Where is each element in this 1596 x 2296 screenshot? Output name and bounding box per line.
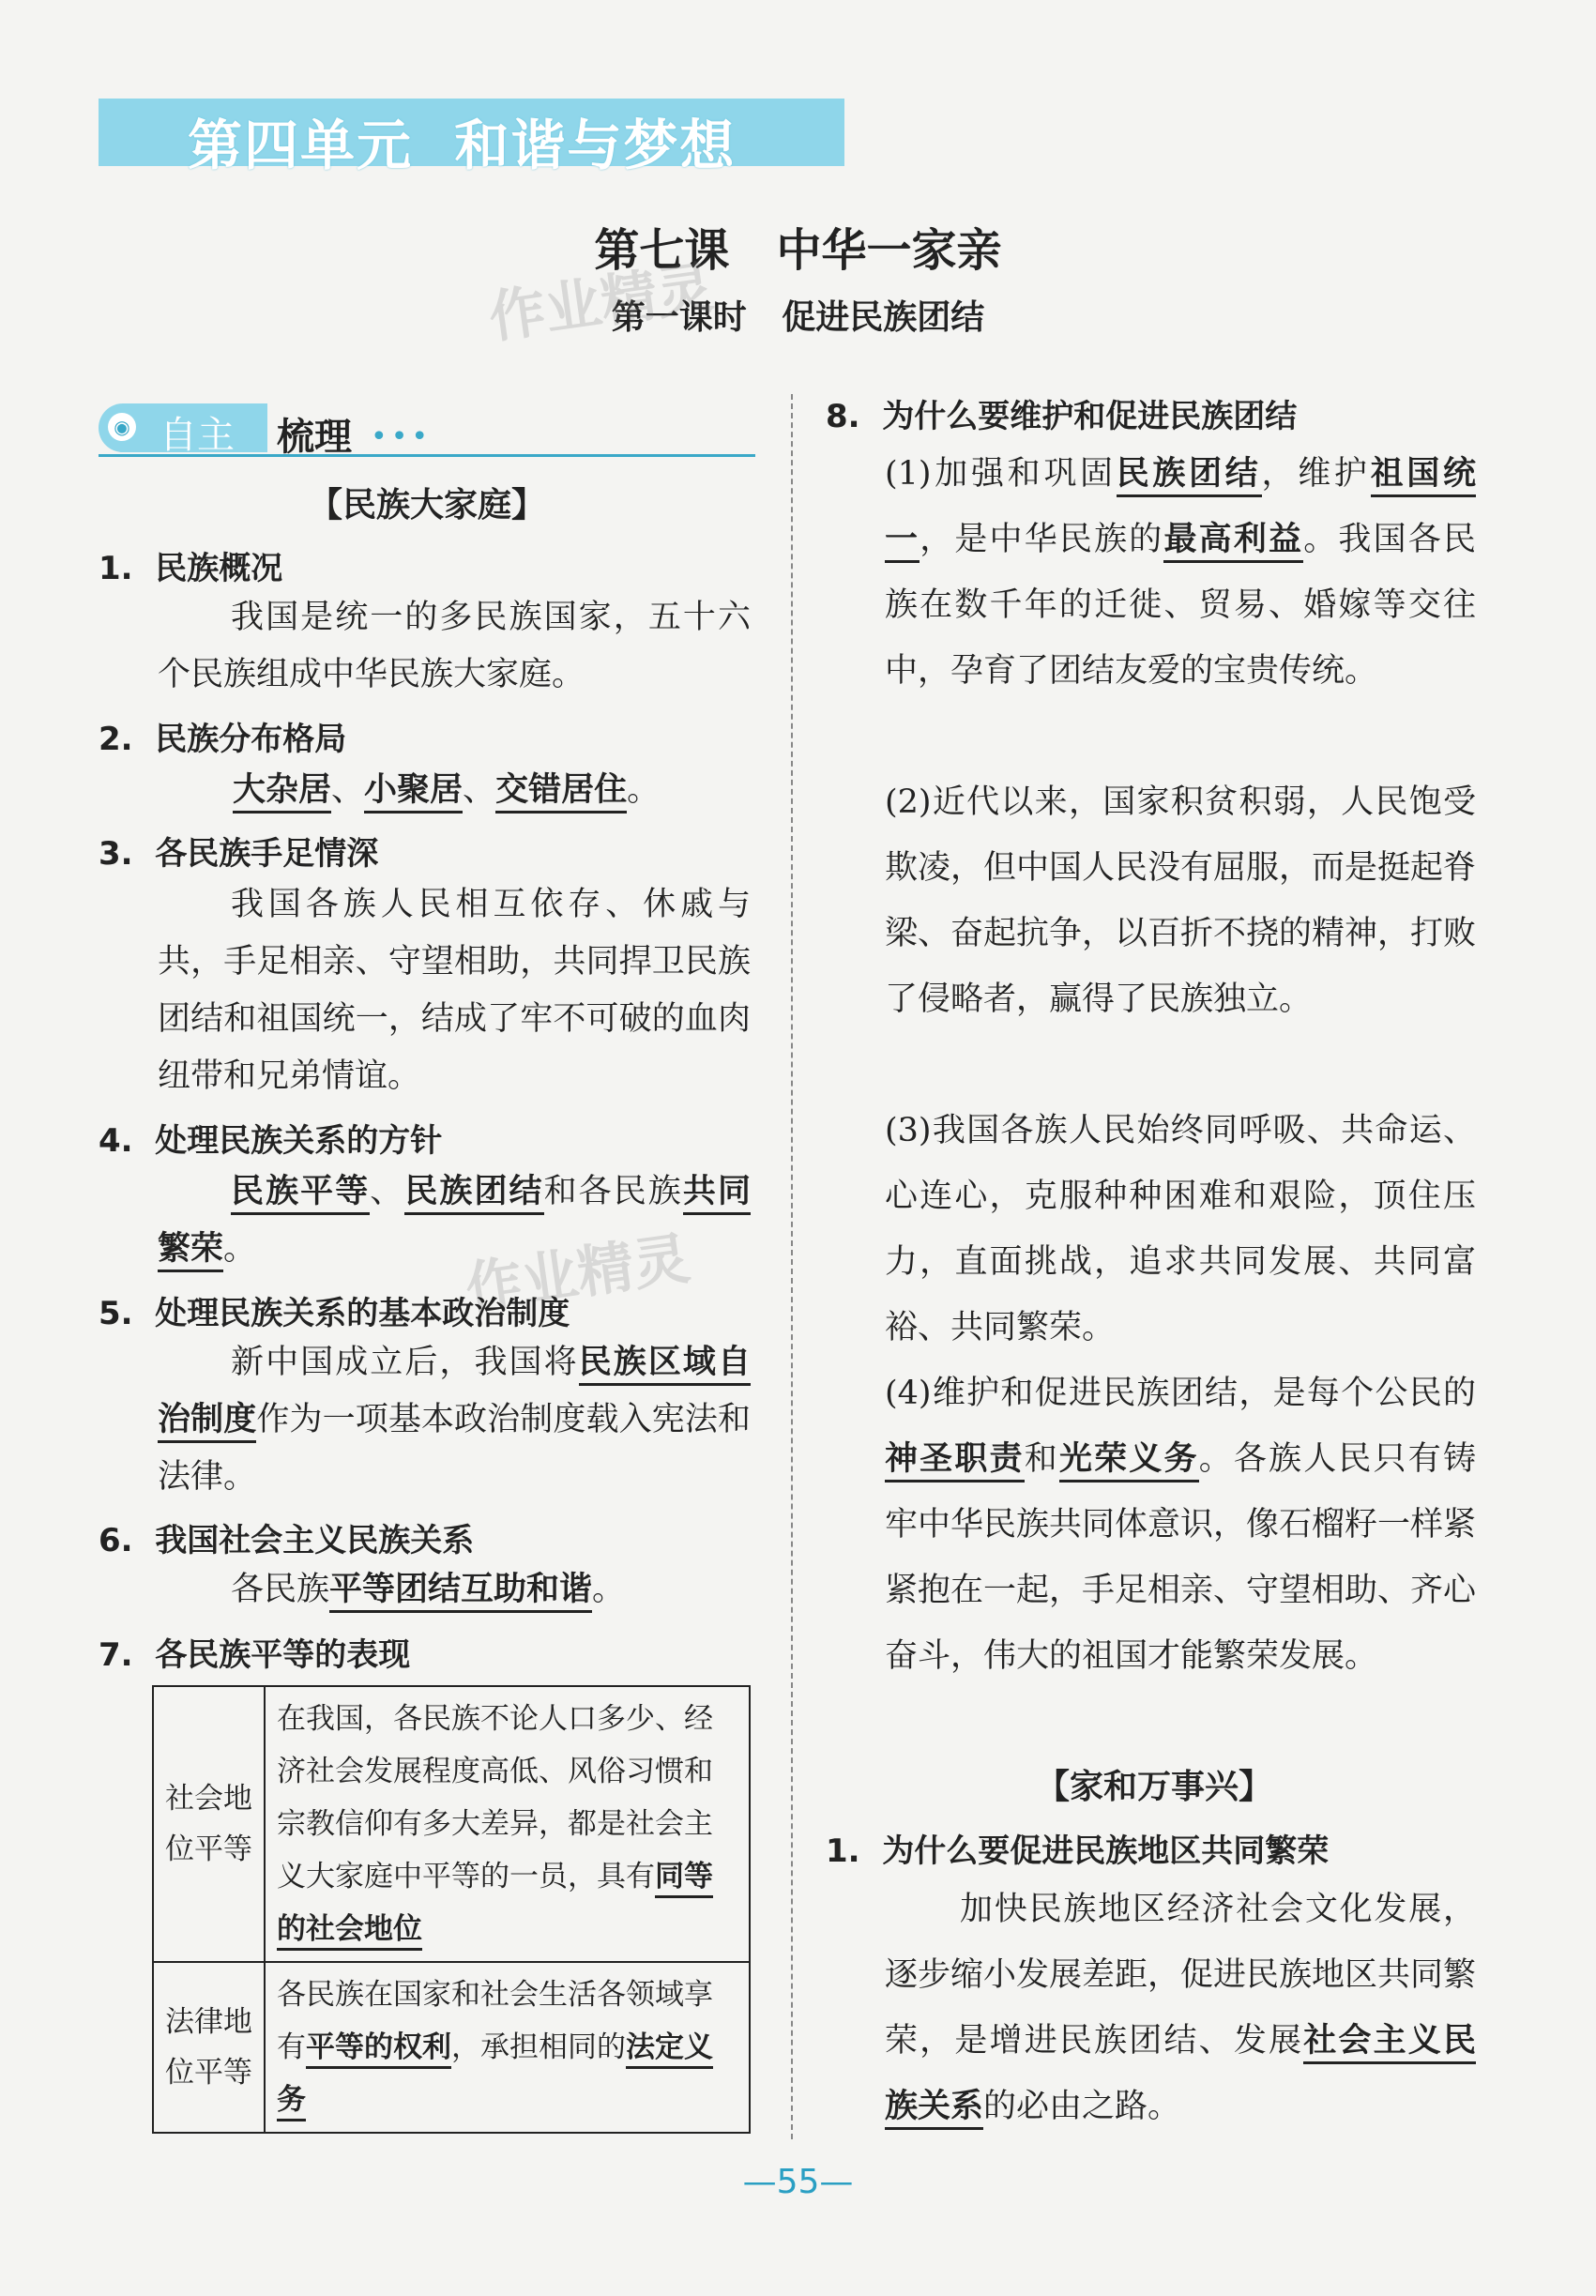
item-text: 我国各族人民相互依存、休戚与共，手足相亲、守望相助，共同捍卫民族团结和祖国统一，结成了牢不可破的血肉纽带和兄弟情谊。 <box>158 886 751 1095</box>
item-heading: 5. 处理民族关系的基本政治制度 <box>99 1295 570 1332</box>
section-rule <box>99 454 755 457</box>
subsection-title: 【民族大家庭】 <box>308 486 545 525</box>
table-row <box>153 1686 750 1962</box>
table-row <box>153 1962 750 2133</box>
item-text: 大杂居、小聚居、交错居住。 <box>233 762 758 819</box>
item-heading: 1. 为什么要促进民族地区共同繁荣 <box>826 1832 1330 1870</box>
item-text: (2)近代以来，国家积贫积弱，人民饱受欺凌，但中国人民没有屈服，而是挺起脊梁、奋起抗争，以百折不挠的精神，打败了侵略者，赢得了民族独立。 <box>885 783 1477 1018</box>
row-label: 法律地位平等 <box>153 1962 265 2133</box>
row-text: 各民族在国家和社会生活各领域享有平等的权利，承担相同的法定义务 <box>265 1962 750 2133</box>
section-label: 梳理 <box>277 416 352 459</box>
item-text: (1)加强和巩固民族团结，维护祖国统一，是中华民族的最高利益。我国各民族在数千年的迁徙、贸易、婚嫁等交往中，孕育了团结友爱的宝贵传统。 <box>885 455 1476 690</box>
item-text: (3)我国各族人民始终同呼吸、共命运、心连心，克服种种困难和艰险，顶住压力，直面挑战，追求共同发展、共同富裕、共同繁荣。 <box>885 1112 1476 1346</box>
answer-blank: 法定义务 <box>277 2030 713 2121</box>
answer-blank: 民族区域自治制度 <box>158 1344 751 1443</box>
item-heading: 8. 为什么要维护和促进民族团结 <box>826 398 1298 435</box>
item-heading: 1. 民族概况 <box>99 550 283 587</box>
section-dots: ••• <box>371 420 433 453</box>
watermark: 作业精灵 <box>484 254 718 352</box>
answer-blank: 民族团结 <box>1117 455 1262 497</box>
answer-blank: 社会主义民族关系 <box>885 2022 1476 2130</box>
item-heading: 3. 各民族手足情深 <box>99 835 379 873</box>
item-text: 各民族平等团结互助和谐。 <box>231 1561 756 1619</box>
item-text: 民族平等、民族团结和各民族共同繁荣。 <box>158 1163 751 1278</box>
answer-blank: 小聚居 <box>364 771 463 813</box>
bookmark-icon: ◉ <box>108 413 136 441</box>
item-text: 我国是统一的多民族国家，五十六个民族组成中华民族大家庭。 <box>158 599 751 693</box>
section-header <box>99 402 755 458</box>
column-divider <box>791 394 793 2139</box>
equality-table <box>152 1685 751 2134</box>
unit-title: 第四单元 和谐与梦想 <box>188 114 737 177</box>
answer-blank: 民族团结 <box>404 1173 543 1215</box>
watermark: 作业精灵 <box>461 1225 694 1323</box>
lesson-subtitle: 第一课时 促进民族团结 <box>611 298 985 337</box>
item-heading: 6. 我国社会主义民族关系 <box>99 1522 475 1559</box>
answer-blank: 交错居住 <box>495 771 627 813</box>
row-text: 在我国，各民族不论人口多少、经济社会发展程度高低、风俗习惯和宗教信仰有多大差异，都是社会主义大家庭中平等的一员，具有同等的社会地位 <box>265 1686 750 1962</box>
subsection-title: 【家和万事兴】 <box>1035 1768 1272 1806</box>
item-heading: 4. 处理民族关系的方针 <box>99 1122 443 1160</box>
answer-blank: 最高利益 <box>1163 521 1303 563</box>
answer-blank: 共同繁荣 <box>158 1173 751 1272</box>
row-label: 社会地位平等 <box>153 1686 265 1962</box>
answer-blank: 平等的权利 <box>306 2030 451 2069</box>
page-number: —55— <box>742 2163 854 2201</box>
answer-blank: 光荣义务 <box>1059 1440 1199 1483</box>
lesson-title: 第七课 中华一家亲 <box>594 224 1002 277</box>
answer-blank: 祖国统一 <box>885 455 1476 563</box>
answer-blank: 同等的社会地位 <box>277 1860 713 1951</box>
item-heading: 2. 民族分布格局 <box>99 721 347 758</box>
item-heading: 7. 各民族平等的表现 <box>99 1636 411 1674</box>
answer-blank: 民族平等 <box>231 1173 370 1215</box>
item-text: (4)维护和促进民族团结，是每个公民的神圣职责和光荣义务。各族人民只有铸牢中华民族共同体意识，像石榴籽一样紧紧抱在一起，手足相亲、守望相助、齐心奋斗，伟大的祖国才能繁荣发展。 <box>885 1375 1477 1675</box>
answer-blank: 神圣职责 <box>885 1440 1025 1483</box>
answer-blank: 平等团结互助和谐 <box>329 1571 592 1613</box>
answer-blank: 大杂居 <box>233 771 331 813</box>
item-text: 加快民族地区经济社会文化发展，逐步缩小发展差距，促进民族地区共同繁荣，是增进民族团结、发展社会主义民族关系的必由之路。 <box>885 1877 1476 2139</box>
section-tag-text: 自主 <box>160 414 235 457</box>
item-text: 新中国成立后，我国将民族区域自治制度作为一项基本政治制度载入宪法和法律。 <box>158 1344 751 1496</box>
